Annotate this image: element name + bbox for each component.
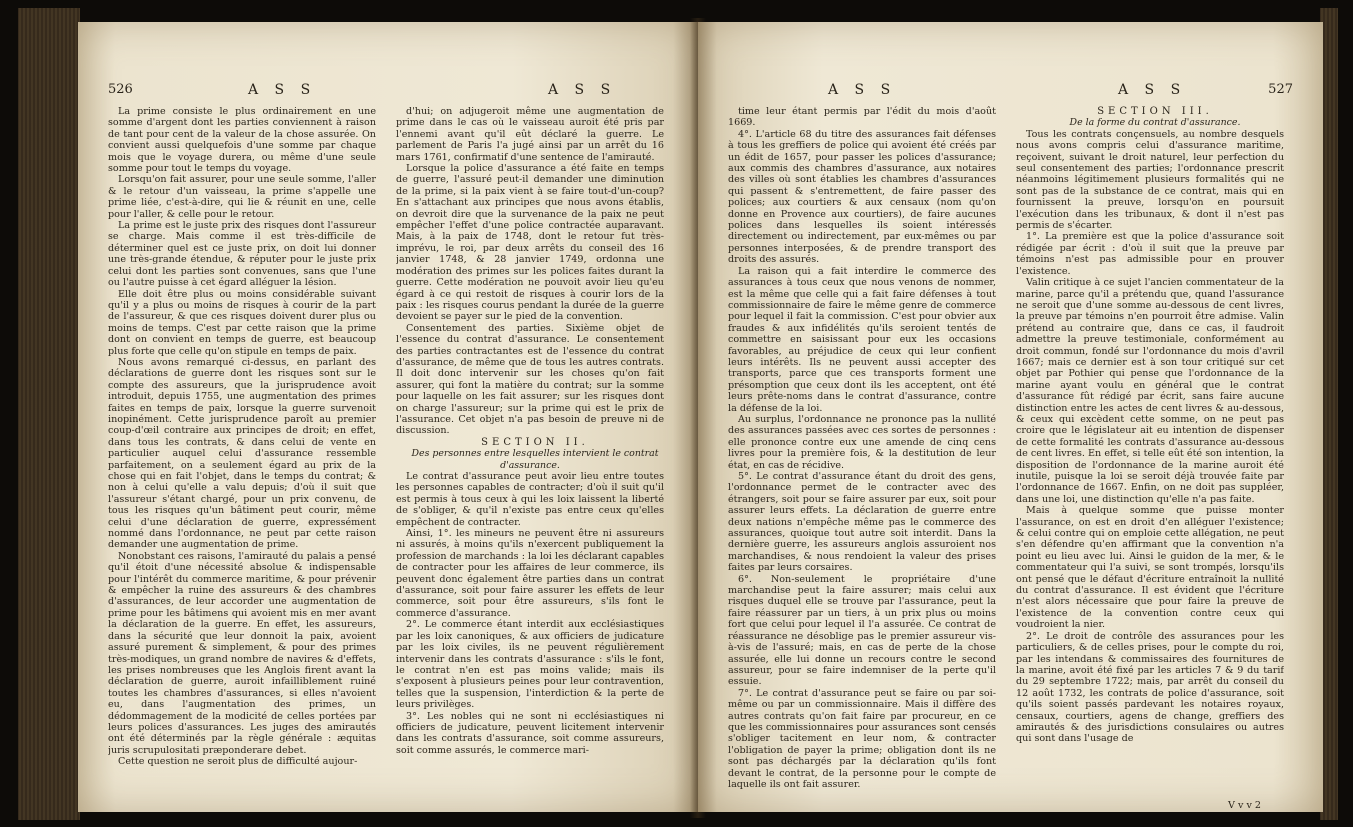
right-head-word-b: A S S bbox=[1118, 82, 1187, 98]
signature-mark: V v v 2 bbox=[1228, 800, 1262, 811]
paragraph: Valin critique à ce sujet l'ancien commentateur de la marine, parce qu'il a prétendu que, quand l'assurance ne seroit que d'une somme au-dessous de cent livres, la preuve par témoins n'en pourroit être admise. Valin prétend au contraire que, dans ce cas, il faudroit admettre la preuve testimoniale, conformément au droit commun, fondé sur l'ordonnance du mois d'avril 1667; mais ce dernier est à son tour critiqué sur cet objet par Pothier qui pense que l'ordonnance de la marine ayant voulu en général que le contrat d'assurance fût rédigé par écrit, sans faire aucune distinction entre les actes de cent livres & au-dessous, & ceux qui excèdent cette somme, on ne peut pas croire que le législateur ait eu intention de dispenser de cette formalité les contrats d'assurance au-dessous de cent livres. En effet, si telle eût été son intention, la disposition de l'ordonnance de la marine auroit été inutile, puisque la loi se seroit déjà trouvée faite par l'ordonnance de 1667. Enfin, on ne doit pas suppléer, dans une loi, une distinction qu'elle n'a pas faite. bbox=[1016, 277, 1284, 505]
paragraph: 7°. Le contrat d'assurance peut se faire ou par soi-même ou par un commissionnaire. Mais il diffère des autres contrats qu'on fait faire par procureur, en ce que les commissionnaires pour assurances sont censés s'obliger tacitement en leur nom, & contracter l'obligation de payer la prime; obligation dont ils ne sont pas déchargés par la déclaration qu'ils font devant le contrat, de la personne pour le compte de laquelle ils ont fait assurer. bbox=[728, 687, 996, 790]
book-edge-left bbox=[18, 8, 80, 820]
paragraph: Elle doit être plus ou moins considérable suivant qu'il y a plus ou moins de risques à courir de la part de l'assureur, & que ces risques doivent durer plus ou moins de temps. C'est par cette raison que la prime dont on convient en temps de guerre, est beaucoup plus forte que celle qu'on stipule en temps de paix. bbox=[108, 288, 376, 357]
book bbox=[18, 8, 1338, 820]
paragraph: Ainsi, 1°. les mineurs ne peuvent être ni assureurs ni assurés, à moins qu'ils n'exercent publiquement la profession de marchands : la loi les déclarant capables de contracter pour les affaires de leur commerce, ils peuvent donc également être parties dans un contrat d'assurance, soit pour faire assurer les effets de leur commerce, soit pour être assureurs, s'ils font le commerce d'assurance. bbox=[396, 528, 664, 619]
right-page-number: 527 bbox=[1268, 82, 1293, 97]
right-column-1 bbox=[728, 106, 996, 796]
paragraph: La prime est le juste prix des risques dont l'assureur se charge. Mais comme il est très-difficile de déterminer quel est ce juste prix, on doit lui donner une très-grande étendue, & réputer pour le juste prix celui dont les parties sont convenues, sans que l'une ou l'autre puisse à cet égard alléguer la lésion. bbox=[108, 220, 376, 289]
left-head-word-a: A S S bbox=[248, 82, 317, 98]
paragraph: time leur étant permis par l'édit du mois d'août 1669. bbox=[728, 106, 996, 129]
right-running-head bbox=[698, 82, 1323, 102]
paragraph: Nonobstant ces raisons, l'amirauté du palais a pensé qu'il étoit d'une nécessité absolue & indispensable pour l'intérêt du commerce maritime, & pour prévenir & empêcher la ruine des assureurs & des chambres d'assurances, de leur accorder une augmentation de prime pour les bâtimens qui avoient mis en mer avant la déclaration de la guerre. En effet, les assureurs, dans la sécurité que leur donnoit la paix, avoient assuré purement & simplement, & pour des primes très-modiques, un grand nombre de navires & d'effets, les prises nombreuses que les Anglois firent avant la déclaration de guerre, auroit infailliblement ruiné toutes les chambres d'assurances, si elles n'avoient eu, dans l'augmentation des primes, un dédommagement de la modicité de celles portées par leurs polices d'assurances. Les juges des amirautés ont été déterminés par la règle générale : æquitas juris scrupulositati præponderare debet. bbox=[108, 550, 376, 756]
paragraph: 2°. Le commerce étant interdit aux ecclésiastiques par les loix canoniques, & aux officiers de judicature par les loix civiles, ils ne peuvent régulièrement intervenir dans les contrats d'assurance : s'ils le font, le contrat n'en est pas moins valide; mais ils s'exposent à plusieurs peines pour leur contravention, telles que la suspension, l'interdiction & la perte de leurs privilèges. bbox=[396, 619, 664, 711]
paragraph: SECTION II. bbox=[481, 436, 589, 448]
paragraph: Lorsqu'on fait assurer, pour une seule somme, l'aller & le retour d'un vaisseau, la prime s'appelle une prime liée, c'est-à-dire, qui lie & réunit en une, celle pour l'aller, & celle pour le retour. bbox=[108, 174, 376, 220]
paragraph: d'hui; on adjugeroit même une augmentation de prime dans le cas où le vaisseau auroit été pris par l'ennemi avant qu'il eût déclaré la guerre. Le parlement de Paris l'a jugé ainsi par un arrêt du 16 mars 1761, confirmatif d'une sentence de l'amirauté. bbox=[396, 106, 664, 163]
left-column-2 bbox=[396, 106, 664, 796]
paragraph: 2°. Le droit de contrôle des assurances pour les particuliers, & de celles prises, pour le compte du roi, par les intendans & commissaires des fournitures de la marine, avoit été fixé par les articles 7 & 9 du tarif du 29 septembre 1722; mais, par arrêt du conseil du 12 août 1732, les contrats de police d'assurance, soit qu'ils soient passés pardevant les notaires royaux, censaux, courtiers, agens de change, greffiers des amirautés & des jurisdictions consulaires ou autres qui sont dans l'usage de bbox=[1016, 630, 1284, 745]
paragraph: Mais à quelque somme que puisse monter l'assurance, on est en droit d'en alléguer l'existence; & celui contre qui on emploie cette allégation, ne peut s'en défendre qu'en affirmant que la convention n'a point eu lieu avec lui. Ainsi le guidon de la mer, & le commentateur qui l'a suivi, se sont trompés, lorsqu'ils ont pensé que le défaut d'écriture entraînoit la nullité du contrat d'assurance. Il est évident que l'écriture n'est alors nécessaire que pour faire la preuve de l'existence de la convention contre ceux qui voudroient la nier. bbox=[1016, 505, 1284, 631]
paragraph: 1°. La première est que la police d'assurance soit rédigée par écrit : d'où il suit que la preuve par témoins n'est pas admissible pour en prouver l'existence. bbox=[1016, 231, 1284, 277]
paragraph: Nous avons remarqué ci-dessus, en parlant des déclarations de guerre dont les risques sont sur le compte des assureurs, que la jurisprudence avoit introduit, depuis 1755, une augmentation des primes faites en temps de paix, lorsque la guerre survenoit inopinément. Cette jurisprudence paroît au premier coup-d'œil contraire aux principes de droit; en effet, dans tous les contrats, & dans celui de vente en particulier auquel celui d'assurance ressemble parfaitement, on a seulement égard au prix de la chose qui en fait l'objet, dans le temps du contrat; & non à celui qu'elle a valu depuis; d'où il suit que l'assureur s'étant chargé, pour un prix convenu, de tous les risques qu'un bâtiment peut courir, même celui d'une déclaration de guerre, expressément nommé dans l'ordonnance, ne peut par cette raison demander une augmentation de prime. bbox=[108, 356, 376, 551]
paragraph: Tous les contrats conçensuels, au nombre desquels nous avons compris celui d'assurance maritime, reçoivent, suivant le droit naturel, leur perfection du seul consentement des parties; l'ordonnance prescrit néanmoins légitimement plusieurs formalités qui ne sont pas de la substance de ce contrat, mais qui en fournissent la preuve, lorsqu'on en poursuit l'exécution dans les tribunaux, & dont il n'est pas permis de s'écarter. bbox=[1016, 128, 1284, 232]
right-column-2 bbox=[1016, 106, 1284, 796]
paragraph: Cette question ne seroit plus de difficulté aujour- bbox=[118, 756, 358, 768]
paragraph: Consentement des parties. Sixième objet de l'essence du contrat d'assurance. Le consentement des parties contractantes est de l'essence du contrat d'assurance, de même que de tous les autres contrats. Il doit donc intervenir sur les choses qu'on fait assurer, qui font la matière du contrat; sur la somme pour laquelle on les fait assurer; sur les risques dont on charge l'assureur; sur la prime qui est le prix de l'assurance. Cet objet n'a pas besoin de preuve ni de discussion. bbox=[396, 322, 664, 437]
paragraph: 6°. Non-seulement le propriétaire d'une marchandise peut la faire assurer; mais celui aux risques duquel elle se trouve par l'assurance, peut la faire réassurer par un tiers, à un prix plus ou moins fort que celui pour lequel il l'a assurée. Ce contrat de réassurance ne désoblige pas le premier assureur vis-à-vis de l'assuré; mais, en cas de perte de la chose assurée, elle lui donne un recours contre le second assureur, pour se faire indemniser de la perte qu'il essuie. bbox=[728, 573, 996, 688]
left-running-head bbox=[78, 82, 698, 102]
paragraph: 5°. Le contrat d'assurance étant du droit des gens, l'ordonnance permet de le contracter avec des étrangers, soit pour se faire assurer par eux, soit pour assurer leurs effets. La déclaration de guerre entre deux nations n'empêche même pas le commerce des assurances, quoique tout autre soit interdit. Dans la dernière guerre, les assureurs anglois assuroient nos marchandises, & nous rendoient la valeur des prises faites par leurs corsaires. bbox=[728, 471, 996, 574]
paragraph: De la forme du contrat d'assurance. bbox=[1069, 117, 1241, 129]
paragraph: Lorsque la police d'assurance a été faite en temps de guerre, l'assuré peut-il demander une diminution de la prime, si la paix vient à se faire tout-d'un-coup? En s'attachant aux principes que nous avons établis, on devroit dire que la survenance de la paix ne peut empêcher l'effet d'une police contractée auparavant. Mais, à la paix de 1748, dont le retour fut très-imprévu, le roi, par deux arrêts du conseil des 16 janvier 1748, & 28 janvier 1749, ordonna une modération des primes sur les polices faites durant la guerre. Cette modération ne pouvoit avoir lieu qu'eu égard à ce qui restoit de risques à courir lors de la paix : les risques courus pendant la durée de la guerre devoient se payer sur le pied de la convention. bbox=[396, 163, 664, 323]
left-page bbox=[78, 22, 698, 812]
right-page bbox=[698, 22, 1323, 812]
right-head-word-a: A S S bbox=[828, 82, 897, 98]
paragraph: Des personnes entre lesquelles intervient le contrat d'assurance. bbox=[411, 448, 659, 471]
paragraph: 3°. Les nobles qui ne sont ni ecclésiastiques ni officiers de judicature, peuvent licitement intervenir dans les contrats d'assurance, soit comme assureurs, soit comme assurés, le commerce mari- bbox=[396, 710, 664, 756]
left-head-word-b: A S S bbox=[548, 82, 617, 98]
paragraph: Au surplus, l'ordonnance ne prononce pas la nullité des assurances passées avec ces sortes de personnes : elle prononce contre eux une amende de cinq cens livres pour la première fois, & la destitution de leur état, en cas de récidive. bbox=[728, 413, 996, 471]
left-column-1 bbox=[108, 106, 376, 796]
paragraph: La prime consiste le plus ordinairement en une somme d'argent dont les parties conviennent à raison de tant pour cent de la valeur de la chose assurée. On convient aussi quelquefois d'une somme par chaque mois que le voyage durera, ou même d'une seule somme pour tout le temps du voyage. bbox=[108, 106, 376, 175]
paragraph: La raison qui a fait interdire le commerce des assurances à tous ceux que nous venons de nommer, est la même que celle qui a fait faire défenses à tout commissionnaire de faire le même genre de commerce pour lequel il fait la commission. C'est pour obvier aux fraudes & aux infidélités qu'ils seroient tentés de commettre en saisissant pour eux les occasions favorables, au préjudice de ceux qui leur confient leurs intérêts. Ils ne peuvent aussi accepter des transports, parce que ces transports forment une présomption que ceux dont ils les acceptent, ont été leurs prête-noms dans le contrat d'assurance, contre la défense de la loi. bbox=[728, 265, 996, 414]
left-page-number: 526 bbox=[108, 82, 133, 97]
paragraph: SECTION III. bbox=[1097, 106, 1213, 117]
paragraph: 4°. L'article 68 du titre des assurances fait défenses à tous les greffiers de police qui avoient été créés par un édit de 1657, pour passer les polices d'assurance; aux commis des chambres d'assurance, aux notaires des villes où sont établies les chambres d'assurances qui passent & s'entremettent, de faire passer des polices; aux courtiers & aux censaux (nom qu'on donne en Provence aux courtiers), de faire aucunes polices dans lesquelles ils soient intéressés directement ou indirectement, par eux-mêmes ou par personnes interposées, & de prendre transport des droits des assurés. bbox=[728, 128, 996, 266]
paragraph: Le contrat d'assurance peut avoir lieu entre toutes les personnes capables de contracter; d'où il suit qu'il est permis à tous ceux à qui les loix laissent la liberté de s'obliger, & qu'il n'existe pas entre ceux qu'elles empêchent de contracter. bbox=[396, 471, 664, 528]
